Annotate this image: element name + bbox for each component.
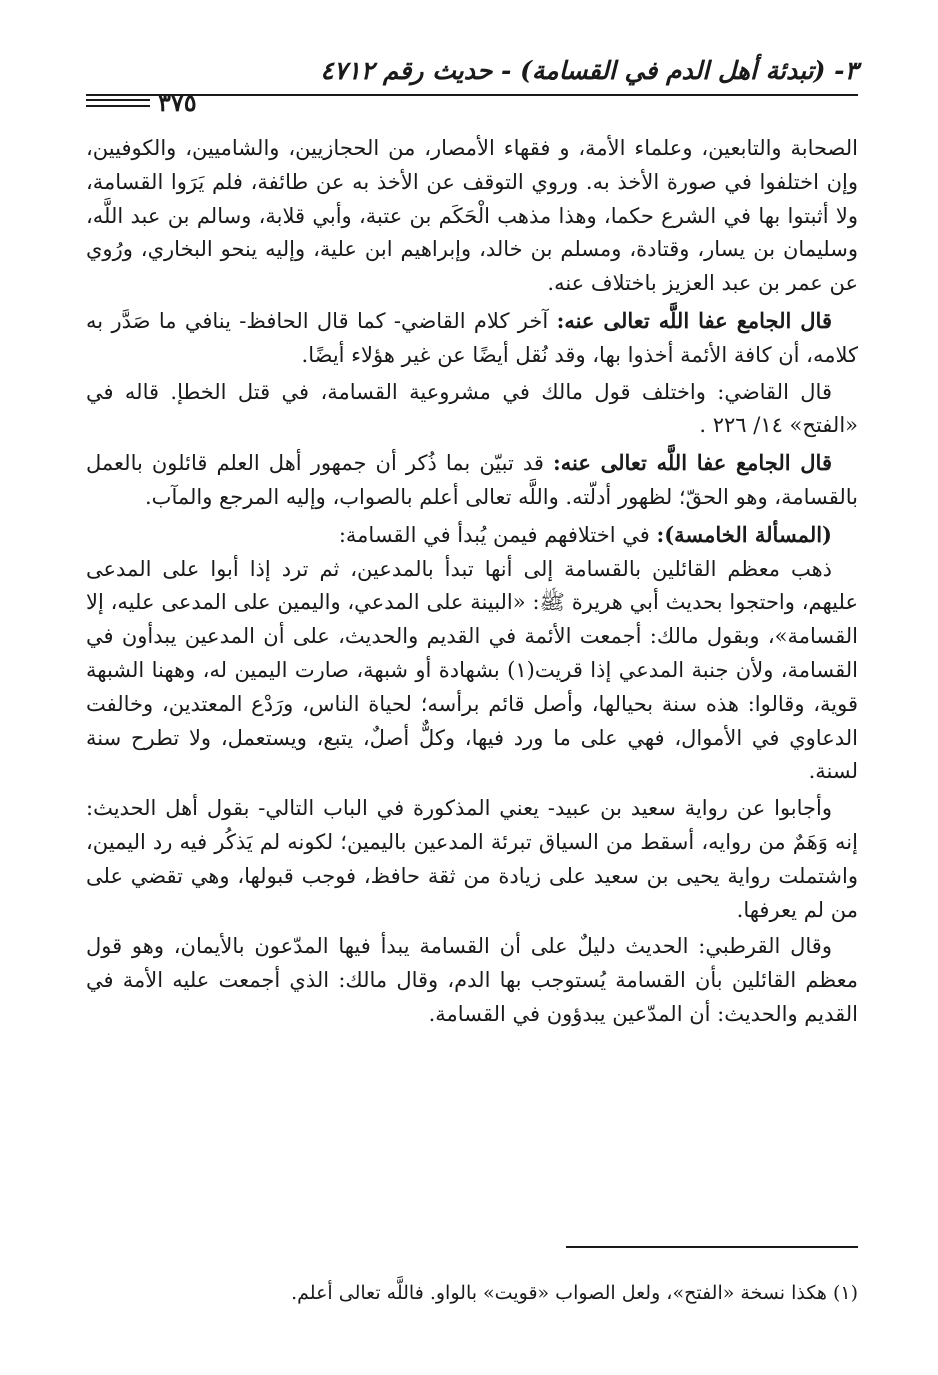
footnote-rule: [566, 1246, 858, 1248]
paragraph-text: آخر كلام القاضي- كما قال الحافظ- ينافي ما صَدَّر به كلامه، أن كافة الأئمة أخذوا بها، وقد نُقل أيضًا عن غير هؤلاء أيضًا.: [86, 308, 858, 367]
paragraph-lead: قال الجامع عفا اللَّه تعالى عنه:: [553, 450, 832, 476]
section-lead: (المسألة الخامسة):: [656, 521, 832, 547]
running-title: ٣- (تبدئة أهل الدم في القسامة) - حديث رقم ٤٧١٢: [320, 56, 858, 85]
paragraph-text: قال القاضي: واختلف قول مالك في مشروعية القسامة، في قتل الخطإ. قاله في «الفتح» ١٤/ ٢٢٦ .: [86, 379, 858, 438]
paragraph: [86, 930, 858, 1031]
paragraph: [86, 553, 858, 790]
page-number: ٣٧٥: [158, 88, 197, 117]
header-rule: [86, 94, 858, 96]
section-text: في اختلافهم فيمن يُبدأ في القسامة:: [338, 522, 657, 547]
paragraph-lead: قال الجامع عفا اللَّه تعالى عنه:: [556, 307, 832, 333]
paragraph-text: الصحابة والتابعين، وعلماء الأمة، و فقهاء الأمصار، من الحجازيين، والشاميين، والكوفيين، وإن اختلفوا في صورة الأخذ به. وروي التوقف عن الأخذ به عن طائفة، فلم يَرَوا القسامة، ولا أثبتوا بها في الشرع حكما، وهذا مذهب الْحَكَم بن عتبة، وأبي قلابة، وسالم بن عبد اللَّه، وسليمان بن يسار، وقتادة، ومسلم بن خالد، وإبراهيم ابن علية، وإليه ينحو البخاري، ورُوي عن عمر بن عبد العزيز باختلاف عنه.: [86, 136, 858, 296]
paragraph: [86, 132, 858, 301]
paragraph: [86, 376, 858, 444]
footnote: (١) هكذا نسخة «الفتح»، ولعل الصواب «قويت» بالواو. فاللَّه تعالى أعلم.: [291, 1282, 858, 1304]
paragraph: [86, 304, 858, 373]
page-header: [86, 52, 858, 120]
body-text: [86, 132, 858, 1032]
header-double-rule: [86, 99, 150, 107]
paragraph: [86, 446, 858, 515]
paragraph: [86, 792, 858, 927]
paragraph-text: قد تبيّن بما ذُكر أن جمهور أهل العلم قائلون بالعمل بالقسامة، وهو الحقّ؛ لظهور أدلّته. واللَّه تعالى أعلم بالصواب، وإليه المرجع والمآب.: [86, 451, 858, 509]
paragraph-text: وأجابوا عن رواية سعيد بن عبيد- يعني المذكورة في الباب التالي- بقول أهل الحديث: إنه وَهَمٌ من روايه، أسقط من السياق تبرئة المدعين باليمين؛ لكونه لم يَذكُر فيه رد اليمين، واشتملت رواية يحيى بن سعيد على زيادة من ثقة حافظ، فوجب قبولها، وهي تقضي على من لم يعرفها.: [86, 796, 858, 922]
section-heading: [86, 518, 858, 553]
paragraph-text: ذهب معظم القائلين بالقسامة إلى أنها تبدأ بالمدعين، ثم ترد إذا أبوا على المدعى عليهم، واحتجوا بحديث أبي هريرة ﷺ: «البينة على المدعي، واليمين على المدعى عليه، إلا القسامة»، وبقول مالك: أجمعت الأئمة في القديم والحديث، على أن المدعين يبدأون في القسامة، ولأن جنبة المدعي إذا قريت(١) بشهادة أو شبهة، صارت اليمين له، وههنا الشبهة قوية، وقالوا: هذه سنة بحيالها، وأصل قائم برأسه؛ لحياة الناس، ورَدْع المعتدين، وخالفت الدعاوي في الأموال، فهي على ما ورد فيها، وكلٌّ أصلٌ، يتبع، ويستعمل، ولا تطرح سنة لسنة.: [86, 556, 859, 784]
paragraph-text: وقال القرطبي: الحديث دليلٌ على أن القسامة يبدأ فيها المدّعون بالأيمان، وهو قول معظم القائلين بأن القسامة يُستوجب بها الدم، وقال مالك: الذي أجمعت عليه الأمة في القديم والحديث: أن المدّعين يبدؤون في القسامة.: [86, 934, 858, 1026]
